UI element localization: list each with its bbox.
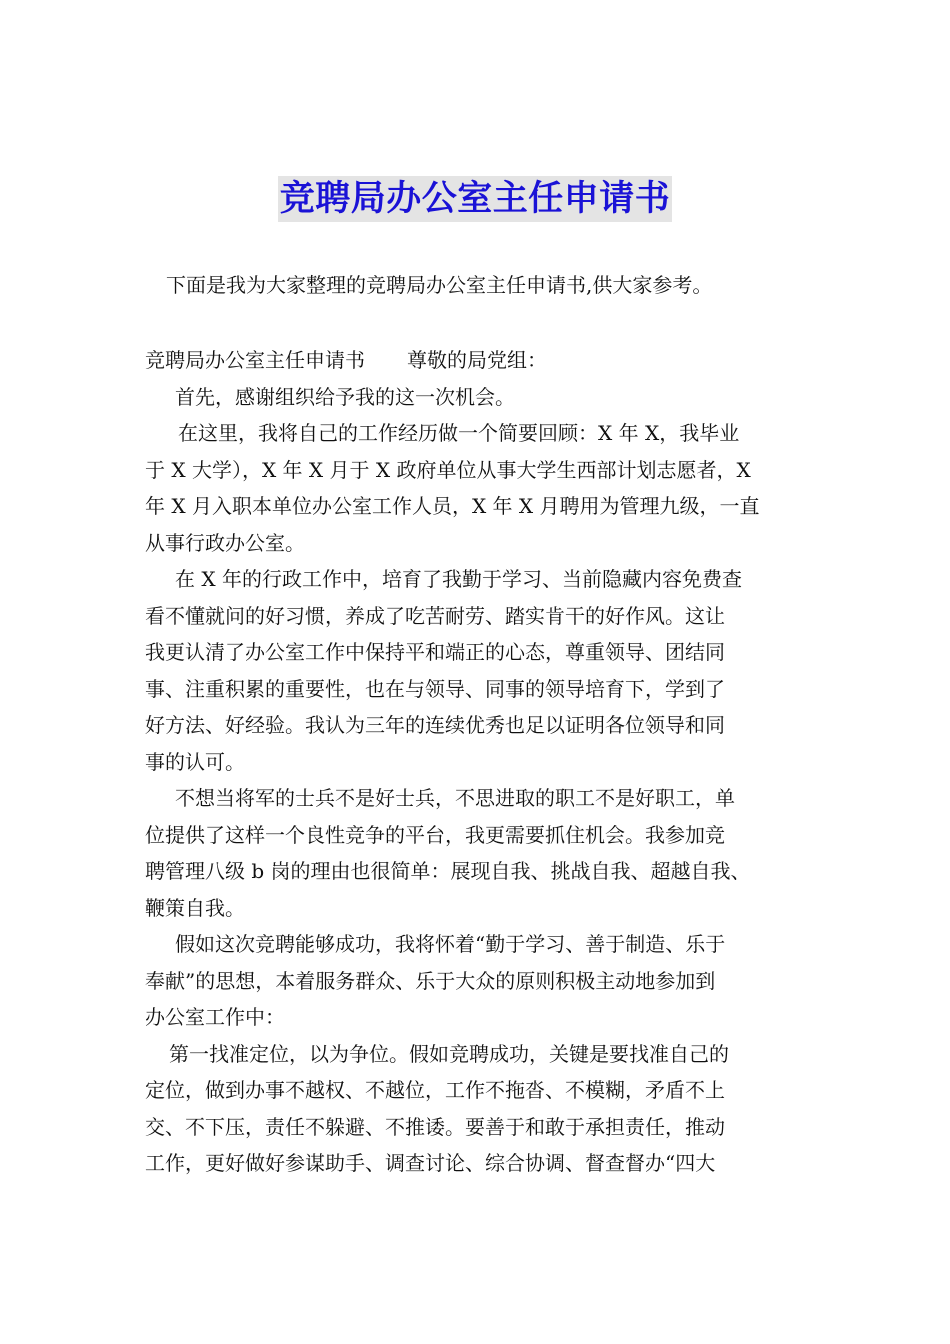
body-line: 从事行政办公室。 [145,530,305,555]
heading-line [145,342,810,379]
body-line: 位提供了这样一个良性竞争的平台，我更需要抓住机会。我参加竞 [145,822,725,847]
body-line: 我更认清了办公室工作中保持平和端正的心态，尊重领导、团结同 [145,640,725,664]
document-body [145,342,810,1182]
body-line: 事、注重积累的重要性，也在与领导、同事的领导培育下，学到了 [145,676,725,701]
body-line: 鞭策自我。 [145,895,245,920]
document-title: 竞聘局办公室主任申请书 [278,176,673,222]
body-line: 定位，做到办事不越权、不越位，工作不拖沓、不模糊，矛盾不上 [145,1078,725,1102]
body-line: 看不懂就问的好习惯，养成了吃苦耐劳、踏实肯干的好作风。这让 [145,603,725,628]
body-line: 假如这次竞聘能够成功，我将怀着“勤于学习、善于制造、乐于 [175,932,726,956]
body-line: 不想当将军的士兵不是好士兵，不思进取的职工不是好职工，单 [175,786,735,810]
body-line: 在这里，我将自己的工作经历做一个简要回顾：X 年 X，我毕业 [178,421,740,445]
intro-paragraph: 下面是我为大家整理的竞聘局办公室主任申请书,供大家参考。 [166,273,713,297]
body-line: 交、不下压，责任不躲避、不推诿。要善于和敢于承担责任，推动 [145,1114,725,1139]
body-line: 首先，感谢组织给予我的这一次机会。 [175,384,515,409]
body-line: 年 X 月入职本单位办公室工作人员，X 年 X 月聘用为管理九级，一直 [145,494,760,518]
body-line: 第一找准定位，以为争位。假如竞聘成功，关键是要找准自己的 [169,1041,729,1066]
title-container [0,176,950,222]
salutation: 尊敬的局党组： [407,348,547,372]
body-line: 事的认可。 [145,749,245,774]
body-line: 办公室工作中： [145,1005,285,1029]
body-line: 奉献”的思想，本着服务群众、乐于大众的原则积极主动地参加到 [145,968,716,993]
body-line: 好方法、好经验。我认为三年的连续优秀也足以证明各位领导和同 [145,713,725,737]
body-line: 在 X 年的行政工作中，培育了我勤于学习、当前隐藏内容免费查 [175,567,742,591]
body-line: 工作，更好做好参谋助手、调查讨论、综合协调、督查督办“四大 [145,1151,716,1175]
heading-left: 竞聘局办公室主任申请书 [145,348,365,372]
body-line: 聘管理八级 b 岗的理由也很简单：展现自我、挑战自我、超越自我、 [145,859,751,883]
body-line: 于 X 大学），X 年 X 月于 X 政府单位从事大学生西部计划志愿者，X [145,457,751,482]
